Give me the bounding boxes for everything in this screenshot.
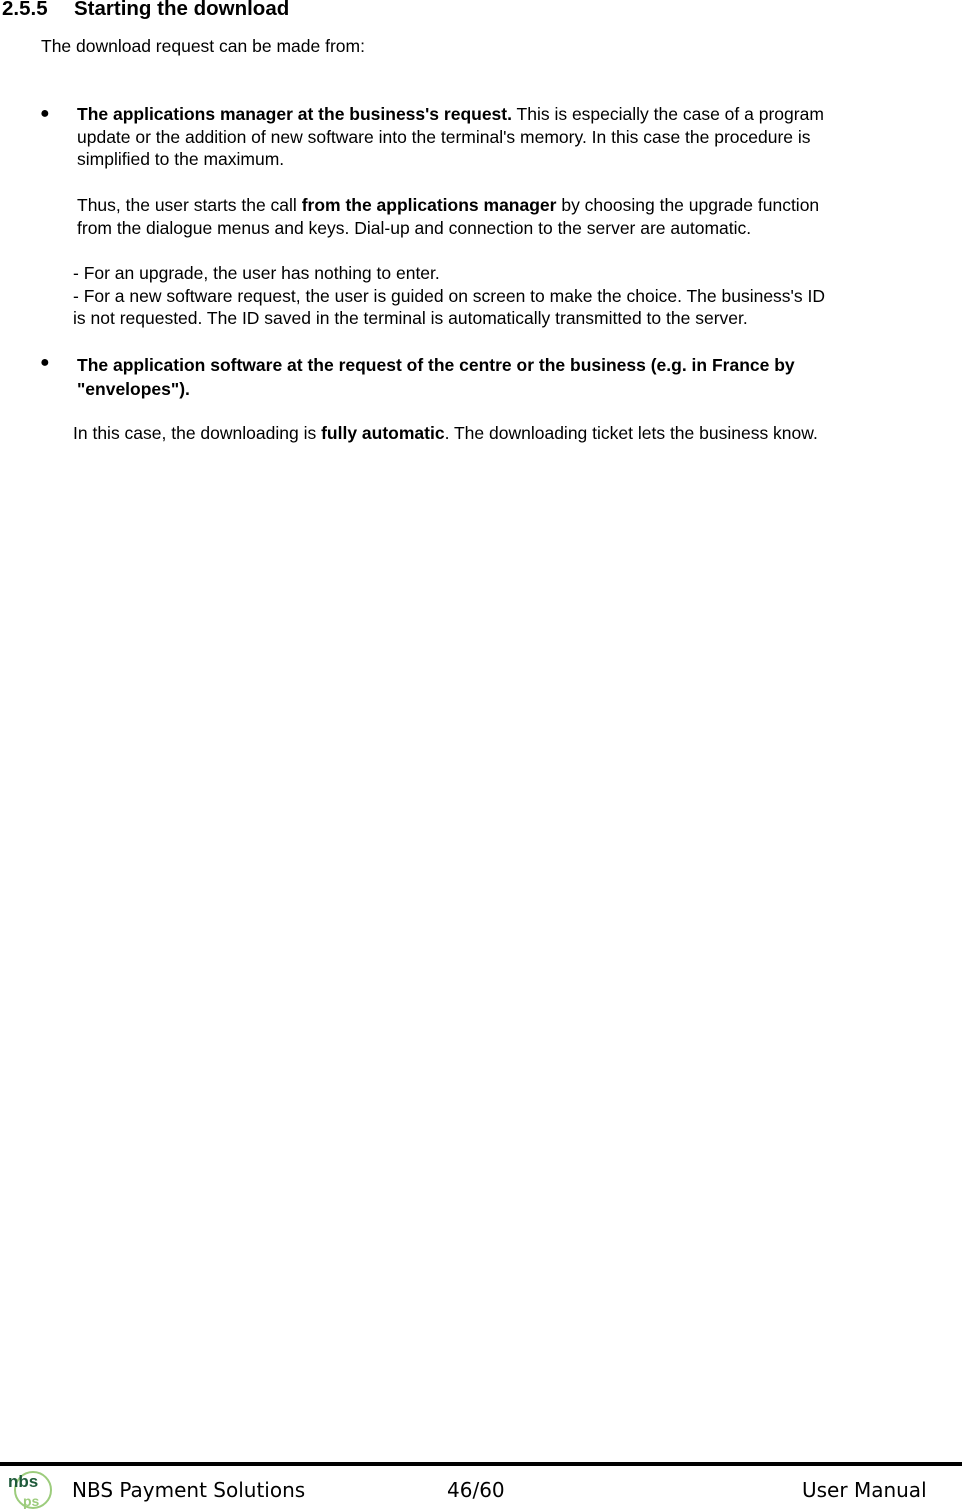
bullet1-bold: The applications manager at the business's request. <box>77 104 512 124</box>
bold-text: from the applications manager <box>301 195 557 215</box>
section-number: 2.5.5 <box>2 0 48 20</box>
footer-company: NBS Payment Solutions <box>72 1478 306 1502</box>
text: Thus, the user starts the call <box>77 195 302 215</box>
section-heading <box>2 0 289 21</box>
bullet-icon: ● <box>40 354 50 371</box>
logo-ps: ps <box>23 1493 40 1509</box>
intro-text: The download request can be made from: <box>41 36 365 56</box>
bullet2-heading <box>77 353 795 401</box>
bullet1-line1: This is especially the case of a program <box>511 104 824 124</box>
bullet2-para <box>73 422 818 445</box>
text: from the dialogue menus and keys. Dial-up and connection to the server are automatic. <box>77 217 752 238</box>
footer-page-number: 46/60 <box>447 1478 505 1502</box>
footer-doc-title: User Manual <box>802 1478 927 1502</box>
bullet1-para2 <box>77 194 819 239</box>
dash-item: - For a new software request, the user is guided on screen to make the choice. The business's ID <box>73 285 826 306</box>
bullet1-text <box>77 103 947 171</box>
logo-nbs: nbs <box>8 1472 39 1491</box>
bullet-icon: ● <box>40 105 50 122</box>
text: . The downloading ticket lets the business know. <box>444 423 818 443</box>
footer-divider <box>0 1462 962 1466</box>
dash-item: - For an upgrade, the user has nothing to enter. <box>73 263 440 283</box>
text: In this case, the downloading is <box>73 423 322 443</box>
bullet1-line2: update or the addition of new software into the terminal's memory. In this case the procedure is <box>77 126 811 147</box>
text: "envelopes"). <box>77 379 190 399</box>
bullet1-line3: simplified to the maximum. <box>77 149 285 169</box>
nbs-logo <box>6 1470 56 1511</box>
dash-item: is not requested. The ID saved in the terminal is automatically transmitted to the server. <box>73 308 748 328</box>
dash-list <box>73 262 825 330</box>
bold-text: fully automatic <box>321 423 445 443</box>
text: by choosing the upgrade function <box>556 195 820 215</box>
section-title: Starting the download <box>74 0 290 20</box>
text: The application software at the request of the centre or the business (e.g. in France by <box>77 355 795 375</box>
